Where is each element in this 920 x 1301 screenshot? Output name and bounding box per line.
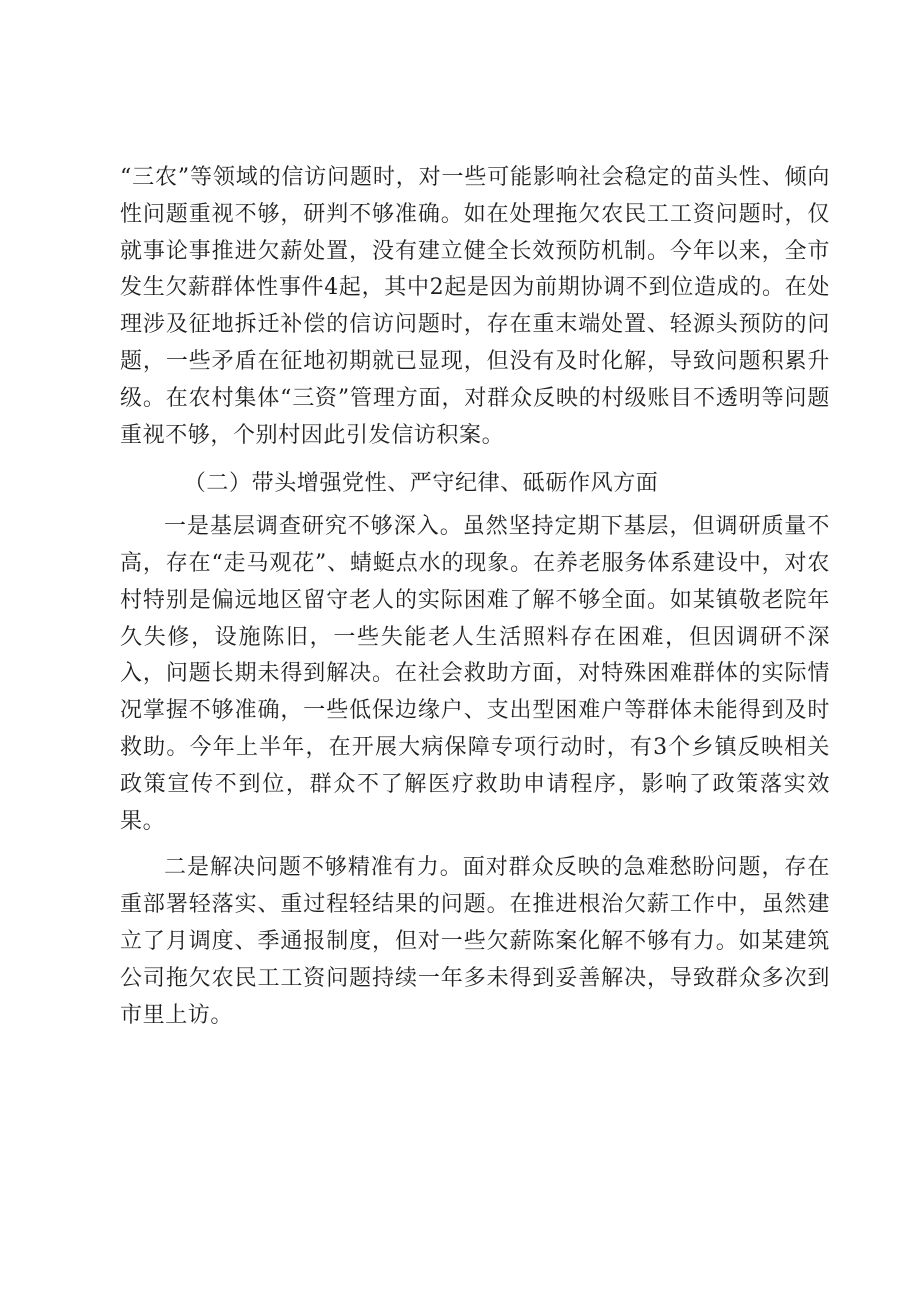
document-body [120,160,830,1034]
paragraph-investigation: 一是基层调查研究不够深入。虽然坚持定期下基层，但调研质量不高，存在“走马观花”、蜻蜓点水的现象。在养老服务体系建设中，对农村特别是偏远地区留守老人的实际困难了解不够全面。如某镇敬老院年久失修，设施陈旧，一些失能老人生活照料存在困难，但因调研不深入，问题长期未得到解决。在社会救助方面，对特殊困难群体的实际情况掌握不够准确，一些低保边缘户、支出型困难户等群体未能得到及时救助。今年上半年，在开展大病保障专项行动时，有3个乡镇反映相关政策宣传不到位，群众不了解医疗救助申请程序，影响了政策落实效果。 [120,514,830,834]
section-heading: （二）带头增强党性、严守纪律、砥砺作风方面 [183,471,659,497]
paragraph-continuation: “三农”等领域的信访问题时，对一些可能影响社会稳定的苗头性、倾向性问题重视不够，研判不够准确。如在处理拖欠农民工工资问题时，仅就事论事推进欠薪处置，没有建立健全长效预防机制。今年以来，全市发生欠薪群体性事件4起，其中2起是因为前期协调不到位造成的。在处理涉及征地拆迁补偿的信访问题时，存在重末端处置、轻源头预防的问题，一些矛盾在征地初期就已显现，但没有及时化解，导致问题积累升级。在农村集体“三资”管理方面，对群众反映的村级账目不透明等问题重视不够，个别村因此引发信访积案。 [120,165,830,448]
paragraph-problem-solving: 二是解决问题不够精准有力。面对群众反映的急难愁盼问题，存在重部署轻落实、重过程轻结果的问题。在推进根治欠薪工作中，虽然建立了月调度、季通报制度，但对一些欠薪陈案化解不够有力。如某建筑公司拖欠农民工工资问题持续一年多未得到妥善解决，导致群众多次到市里上访。 [120,855,830,1028]
